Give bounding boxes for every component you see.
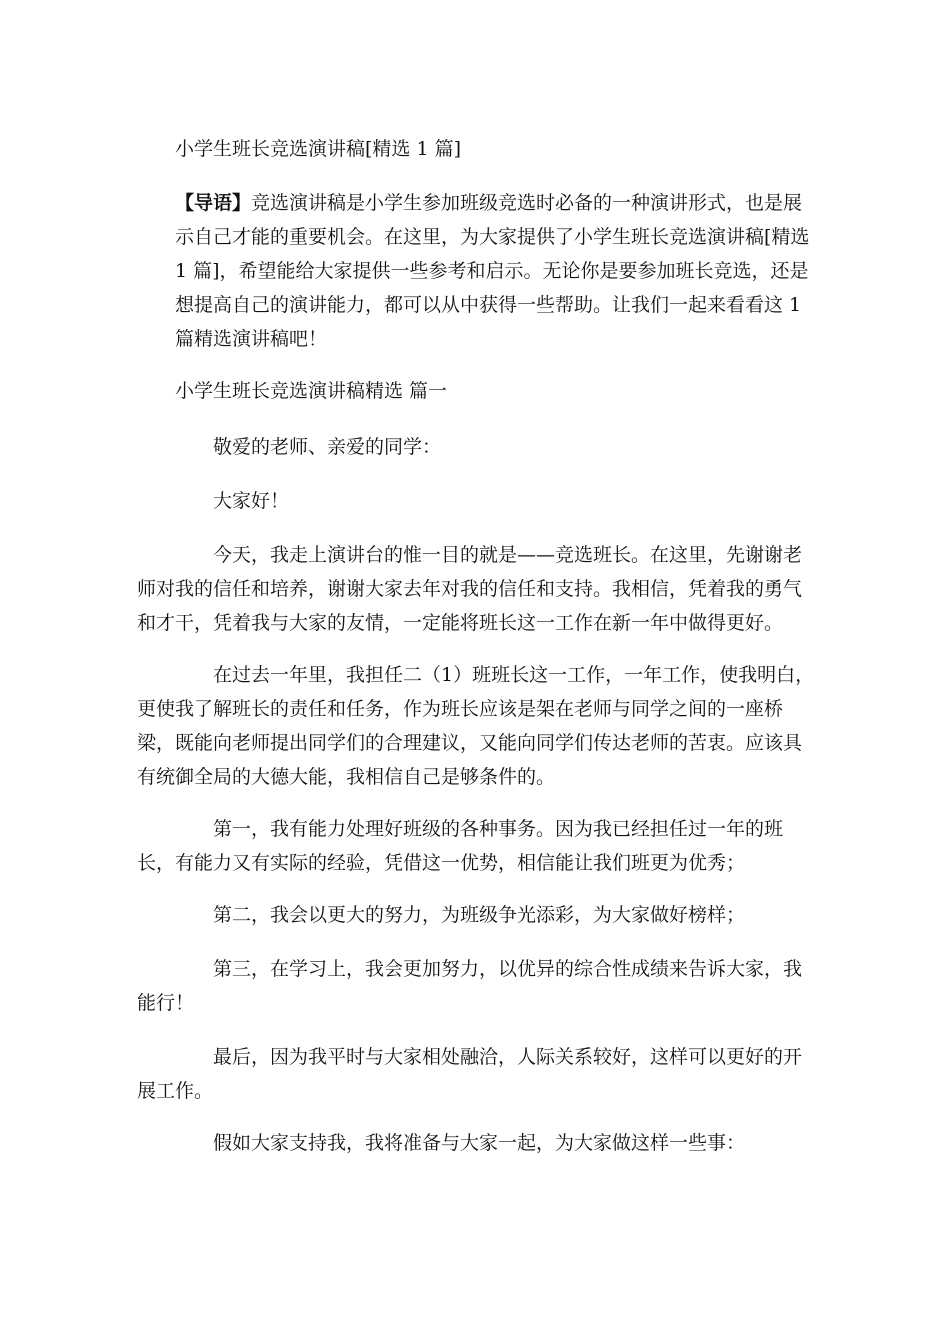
past-year-paragraph: 在过去一年里，我担任二（1）班班长这一工作，一年工作，使我明白，更使我了解班长的责任和任务，作为班长应该是架在老师与同学之间的一座桥梁，既能向老师提出同学们的合理建议，又能向同学们传达老师的苦衷。应该具有统御全局的大德大能，我相信自己是够条件的。 xyxy=(137,664,815,788)
intro-lead: 【导语】 xyxy=(175,192,252,214)
last-point-paragraph: 最后，因为我平时与大家相处融洽，人际关系较好，这样可以更好的开展工作。 xyxy=(137,1046,803,1102)
document-title: 小学生班长竞选演讲稿[精选 1 篇] xyxy=(175,138,461,160)
today-paragraph: 今天，我走上演讲台的惟一目的就是——竞选班长。在这里，先谢谢老师对我的信任和培养，谢谢大家去年对我的信任和支持。我相信，凭着我的勇气和才干，凭着我与大家的友情，一定能将班长这一工作在新一年中做得更好。 xyxy=(137,544,803,634)
intro-paragraph xyxy=(175,186,815,356)
salutation-paragraph: 敬爱的老师、亲爱的同学： xyxy=(213,436,442,458)
first-point-paragraph: 第一，我有能力处理好班级的各种事务。因为我已经担任过一年的班长，有能力又有实际的经验，凭借这一优势，相信能让我们班更为优秀； xyxy=(137,818,784,874)
section-heading: 小学生班长竞选演讲稿精选 篇一 xyxy=(175,380,448,402)
support-paragraph: 假如大家支持我，我将准备与大家一起，为大家做这样一些事： xyxy=(213,1132,746,1154)
intro-text: 竞选演讲稿是小学生参加班级竞选时必备的一种演讲形式，也是展示自己才能的重要机会。在这里，为大家提供了小学生班长竞选演讲稿[精选 1 篇]，希望能给大家提供一些参考和启示。无论你是要参加班长竞选，还是想提高自己的演讲能力，都可以从中获得一些帮助。让我们一起来看看这 1 篇精选演讲稿吧！ xyxy=(175,192,810,350)
second-point-paragraph: 第二，我会以更大的努力，为班级争光添彩，为大家做好榜样； xyxy=(213,904,746,926)
third-point-paragraph: 第三，在学习上，我会更加努力，以优异的综合性成绩来告诉大家，我能行！ xyxy=(137,958,803,1014)
greeting-paragraph: 大家好！ xyxy=(213,490,290,512)
